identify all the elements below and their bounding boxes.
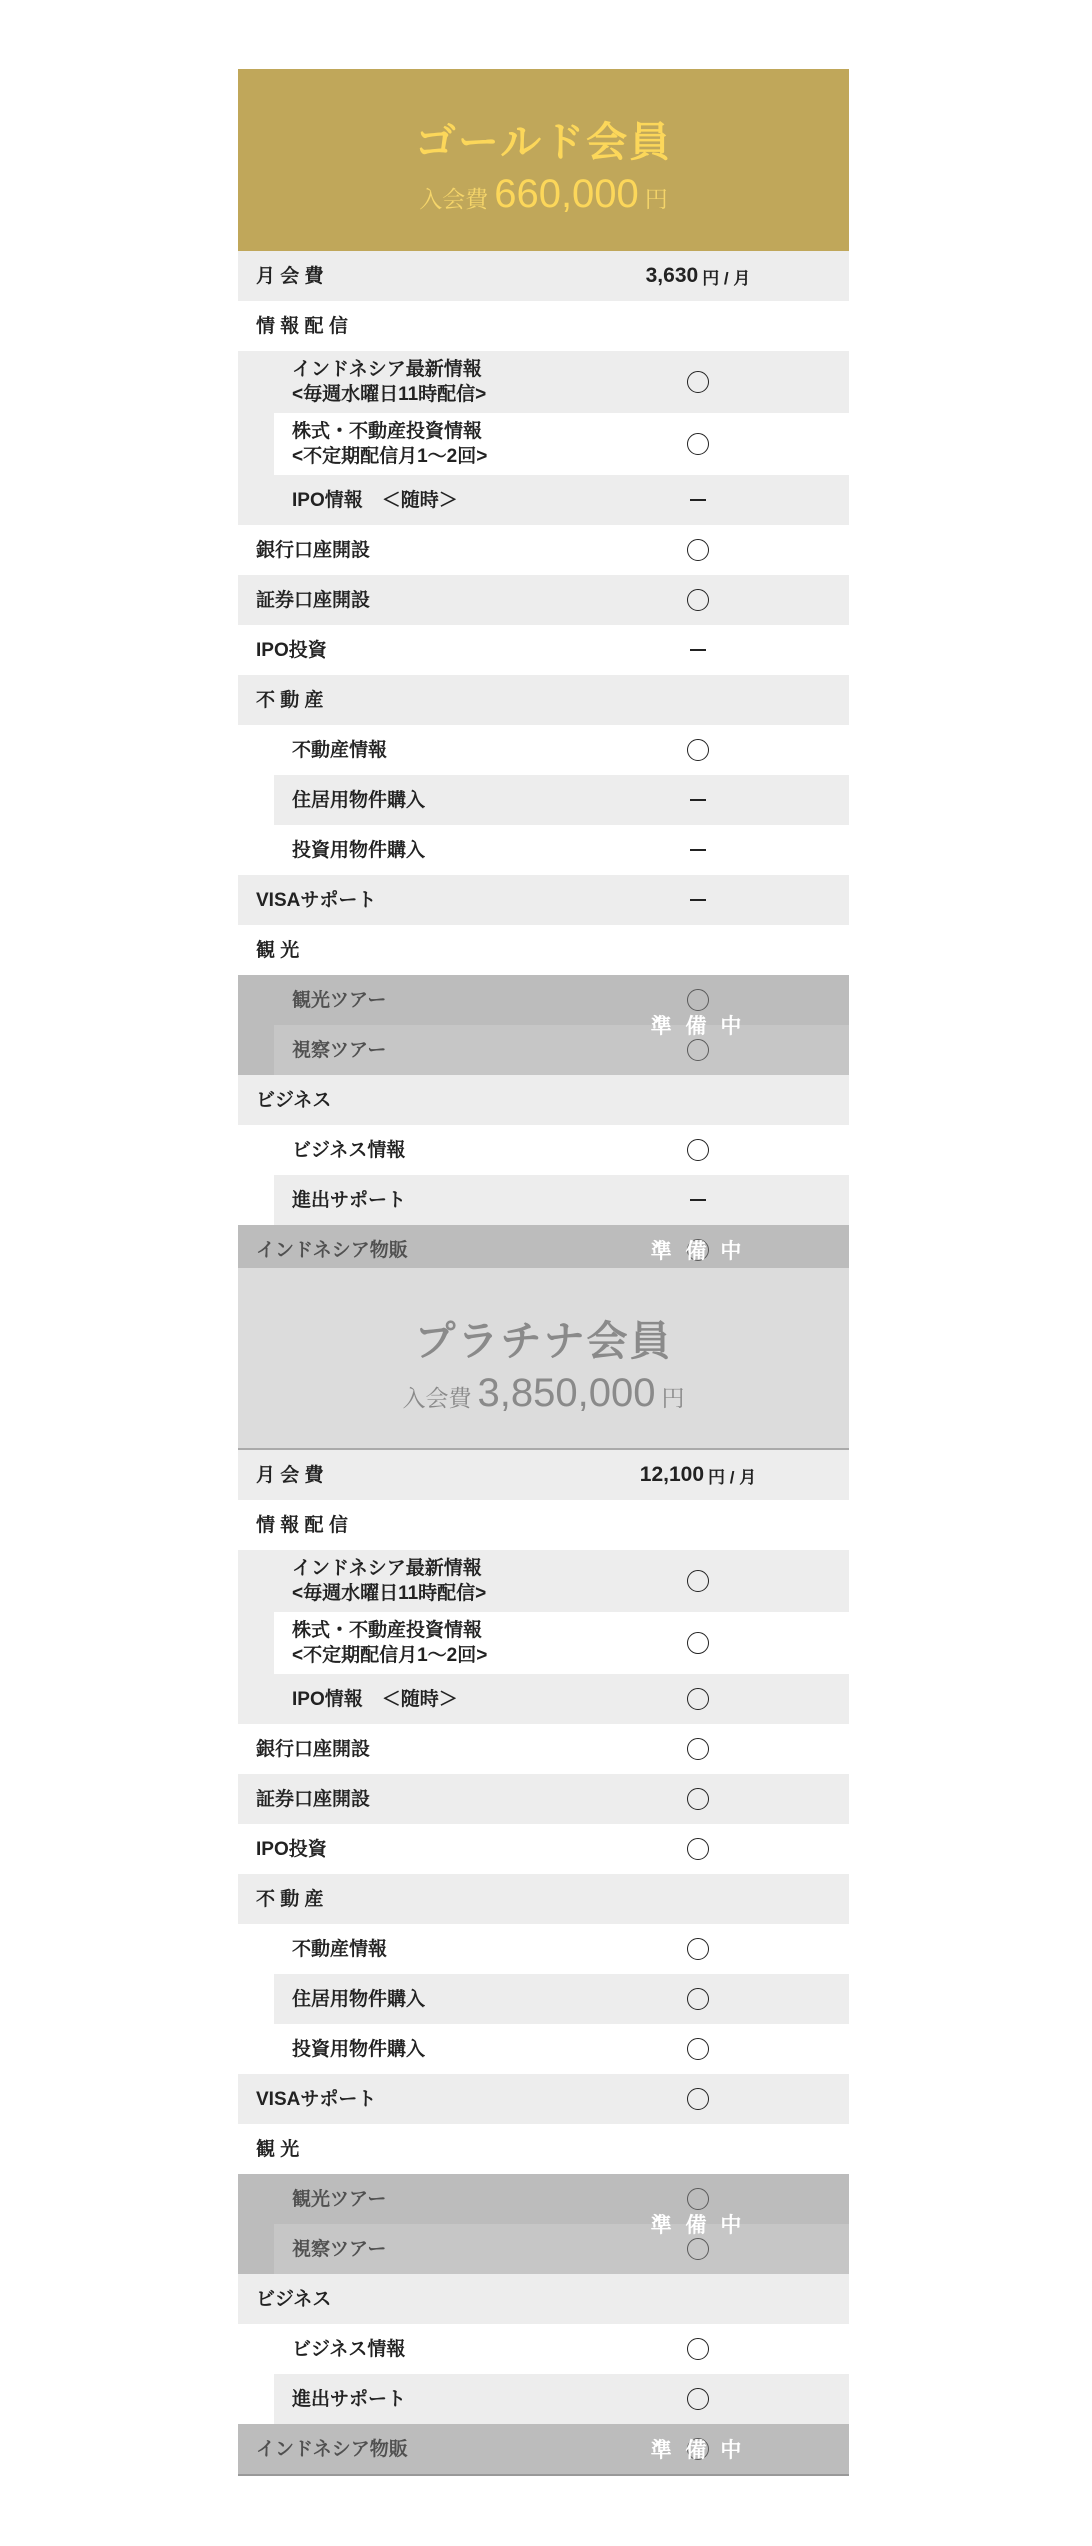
section-label: 観 光 (256, 2138, 300, 2160)
feature-row (238, 825, 849, 875)
row-label: 株式・不動産投資情報 <不定期配信月1〜2回> (292, 1620, 488, 1666)
feature-row (238, 1974, 849, 2024)
unavailable-icon (690, 499, 706, 501)
row-label: IPO投資 (256, 639, 327, 661)
info-section-row (238, 301, 849, 351)
row-label: インドネシア物販 (256, 1239, 408, 1261)
row-label: 視察ツアー (292, 2238, 387, 2260)
available-icon (687, 2038, 709, 2060)
unavailable-icon (690, 1199, 706, 1201)
plan-fee (238, 172, 849, 217)
feature-row (238, 775, 849, 825)
section-label: ビジネス (256, 2288, 332, 2310)
row-label: IPO情報 ＜随時＞ (292, 1688, 458, 1710)
row-label: 証券口座開設 (256, 589, 371, 611)
preparing-label: 準 備 中 (650, 2439, 746, 2462)
monthly-fee-row (238, 251, 849, 301)
row-label: ビジネス情報 (292, 1139, 406, 1161)
plan-title: ゴールド会員 (414, 119, 673, 165)
row-label: 観光ツアー (292, 989, 387, 1011)
row-label: 住居用物件購入 (292, 1988, 426, 2010)
feature-row (238, 1924, 849, 1974)
feature-row (238, 1550, 849, 1612)
available-icon (687, 2338, 709, 2360)
available-icon (687, 433, 709, 455)
available-icon (687, 1838, 709, 1860)
feature-row (238, 575, 849, 625)
available-icon (687, 2388, 709, 2410)
row-label: IPO情報 ＜随時＞ (292, 489, 458, 511)
section-label: 観 光 (256, 939, 300, 961)
feature-row (238, 1612, 849, 1674)
row-label: 銀行口座開設 (256, 539, 371, 561)
feature-row (238, 525, 849, 575)
available-icon (687, 371, 709, 393)
row-label: 月 会 費 (256, 265, 324, 287)
fee-amount: 660,000 (494, 172, 639, 216)
available-icon (687, 589, 709, 611)
realestate-section-row (238, 1874, 849, 1924)
available-icon (687, 1632, 709, 1654)
section-label: 情 報 配 信 (256, 315, 348, 337)
row-label: 住居用物件購入 (292, 789, 426, 811)
row-label: インドネシア最新情報 <毎週水曜日11時配信> (292, 359, 487, 405)
row-label: VISAサポート (256, 889, 377, 911)
fee-unit: 円 (661, 1385, 685, 1411)
monthly-fee-value (578, 251, 818, 301)
row-label: 株式・不動産投資情報 <不定期配信月1〜2回> (292, 421, 488, 467)
monthly-unit: 円 / 月 (708, 1467, 757, 1487)
available-icon (687, 739, 709, 761)
feature-row (238, 2024, 849, 2074)
preparing-label: 準 備 中 (650, 2214, 746, 2237)
section-label: 情 報 配 信 (256, 1514, 348, 1536)
preparing-block (238, 975, 849, 1075)
monthly-unit: 円 / 月 (702, 268, 751, 288)
preparing-block (238, 2174, 849, 2274)
feature-row (238, 1824, 849, 1874)
info-section-row (238, 1500, 849, 1550)
available-icon (687, 1938, 709, 1960)
available-icon (687, 1688, 709, 1710)
row-label: インドネシア物販 (256, 2438, 408, 2460)
fee-amount: 3,850,000 (477, 1371, 656, 1415)
feature-row (238, 725, 849, 775)
row-label: 視察ツアー (292, 1039, 387, 1061)
row-label: 観光ツアー (292, 2188, 387, 2210)
unavailable-icon (690, 899, 706, 901)
fee-label: 入会費 (419, 186, 489, 212)
section-label: 不 動 産 (256, 1888, 324, 1910)
section-label: 不 動 産 (256, 689, 324, 711)
row-label: 証券口座開設 (256, 1788, 371, 1810)
available-icon (687, 1738, 709, 1760)
feature-row (238, 2374, 849, 2424)
monthly-fee-row (238, 1450, 849, 1500)
feature-row (238, 475, 849, 525)
row-label: 進出サポート (292, 1189, 407, 1211)
plan-fee (238, 1371, 849, 1416)
platinum-plan-card (238, 1268, 849, 2476)
monthly-fee-value (578, 1450, 818, 1500)
feature-row (238, 875, 849, 925)
unavailable-icon (690, 649, 706, 651)
row-label: 不動産情報 (292, 1938, 388, 1960)
row-label: 不動産情報 (292, 739, 388, 761)
fee-unit: 円 (644, 186, 668, 212)
plan-header (238, 69, 849, 251)
row-label: IPO投資 (256, 1838, 327, 1860)
available-icon (687, 1988, 709, 2010)
available-icon (687, 2088, 709, 2110)
feature-row (238, 413, 849, 475)
monthly-amount: 12,100 (639, 1463, 705, 1486)
fee-label: 入会費 (402, 1385, 472, 1411)
unavailable-icon (690, 849, 706, 851)
row-label: 銀行口座開設 (256, 1738, 371, 1760)
row-label: 月 会 費 (256, 1464, 324, 1486)
row-label: インドネシア最新情報 <毎週水曜日11時配信> (292, 1558, 487, 1604)
available-icon (687, 539, 709, 561)
section-label: ビジネス (256, 1089, 332, 1111)
feature-row (238, 1674, 849, 1724)
plan-title: プラチナ会員 (414, 1318, 673, 1364)
business-section-row (238, 2274, 849, 2324)
feature-row (238, 2324, 849, 2374)
business-section-row (238, 1075, 849, 1125)
available-icon (687, 1570, 709, 1592)
available-icon (687, 1788, 709, 1810)
preparing-label: 準 備 中 (650, 1240, 746, 1263)
gold-plan-card (238, 69, 849, 1277)
preparing-label: 準 備 中 (650, 1015, 746, 1038)
feature-row (238, 1774, 849, 1824)
row-label: ビジネス情報 (292, 2338, 406, 2360)
preparing-row (238, 2424, 849, 2476)
feature-row (238, 1724, 849, 1774)
row-label: 投資用物件購入 (292, 2038, 426, 2060)
feature-row (238, 2074, 849, 2124)
monthly-amount: 3,630 (645, 264, 699, 287)
unavailable-icon (690, 799, 706, 801)
feature-row (238, 351, 849, 413)
row-label: 投資用物件購入 (292, 839, 426, 861)
realestate-section-row (238, 675, 849, 725)
tourism-section-row (238, 925, 849, 975)
feature-row (238, 1125, 849, 1175)
feature-row (238, 1175, 849, 1225)
feature-row (238, 625, 849, 675)
row-label: VISAサポート (256, 2088, 377, 2110)
row-label: 進出サポート (292, 2388, 407, 2410)
tourism-section-row (238, 2124, 849, 2174)
available-icon (687, 1139, 709, 1161)
plan-header (238, 1268, 849, 1450)
